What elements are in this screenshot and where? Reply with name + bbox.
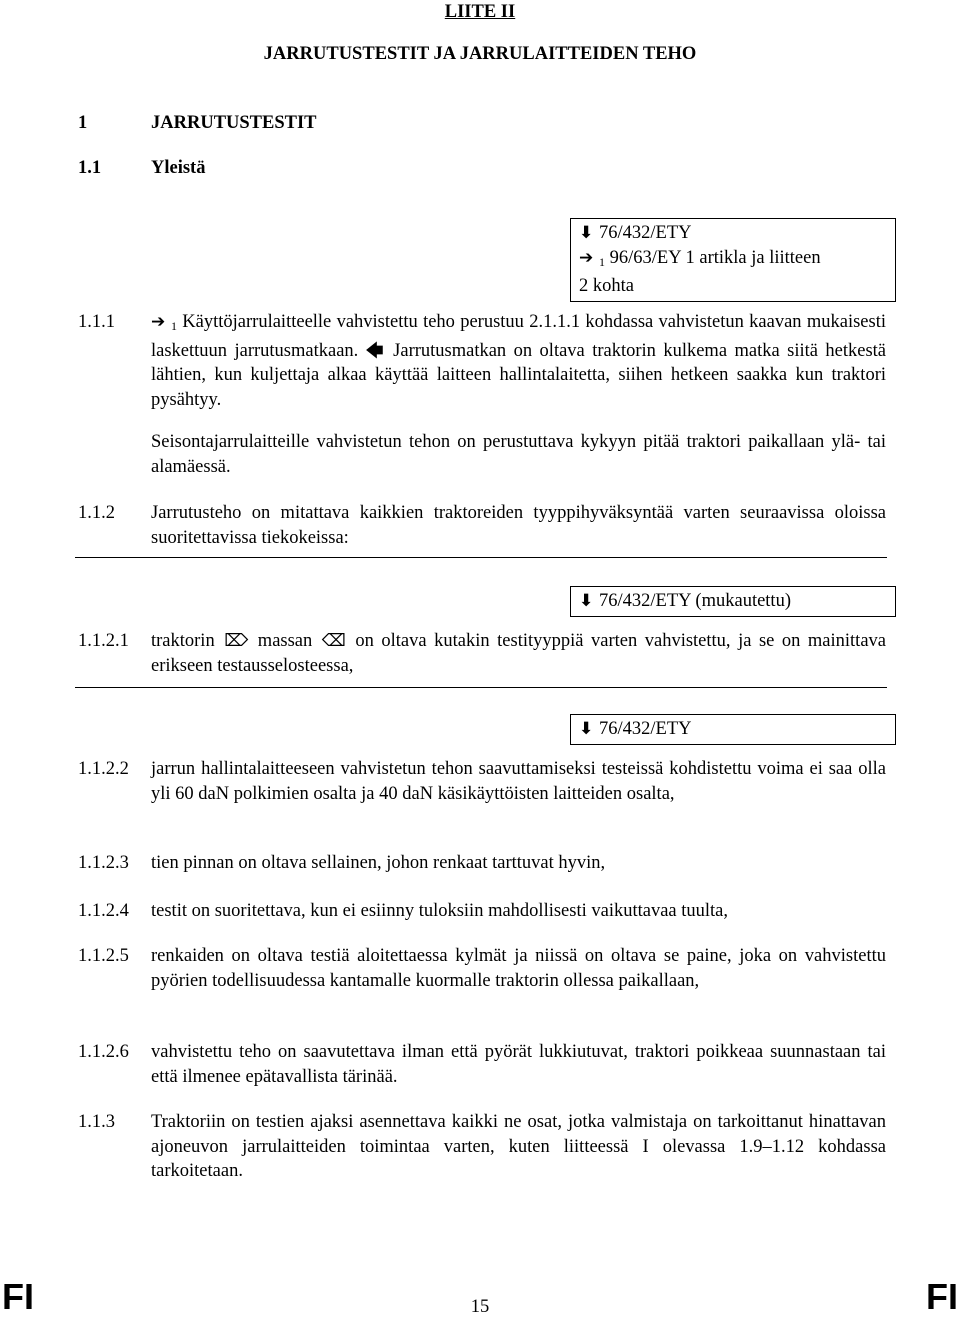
right-arrow-icon: ➔: [151, 312, 166, 332]
divider: [75, 687, 887, 688]
subsection-title: Yleistä: [151, 158, 206, 178]
paragraph-1-1-3: Traktoriin on testien ajaksi asennettava kaikki ne osat, jotka valmistaja on tarkoittanut hinattavan ajoneuvon jarrulaitteiden toimintaa varten, kuten liitteessä I olevassa 1.9–1.12 kohdassa tarkoitetaan.: [151, 1112, 886, 1181]
paragraph-number: 1.1.2.1: [78, 631, 129, 651]
paragraph-1-1-1: [151, 310, 886, 412]
amendment-reference-box: [570, 218, 896, 302]
main-title: JARRUTUSTESTIT JA JARRULAITTEIDEN TEHO: [263, 44, 697, 64]
annex-title: LIITE II: [444, 2, 516, 22]
paragraph-number: 1.1.1: [78, 312, 115, 332]
paragraph-1-1-2: Jarrutusteho on mitattava kaikkien traktoreiden tyyppihyväksyntää varten seuraavissa oloissa suoritettavissa tiekokeissa:: [151, 503, 886, 548]
delete-left-icon: ⌫: [321, 631, 346, 651]
paragraph-1-1-2-5: renkaiden on oltava testiä aloitettaessa kylmät ja niissä on oltava se paine, joka on vahvistettu pyörien todellisuudessa kantamalle kuormalle traktorin ollessa paikallaan,: [151, 946, 886, 991]
down-arrow-icon: ⬇: [579, 591, 594, 611]
amendment-index: 1: [171, 319, 177, 333]
paragraph-number: 1.1.2.5: [78, 946, 129, 966]
paragraph-parking-brake: Seisontajarrulaitteille vahvistetun tehon on perustuttava kykyyn pitää traktori paikallaan ylä- tai alamäessä.: [151, 432, 886, 477]
page-number: 15: [470, 1297, 490, 1317]
amendment-reference-box: [570, 586, 896, 617]
delete-right-icon: ⌦: [224, 631, 249, 651]
paragraph-number: 1.1.3: [78, 1112, 115, 1132]
paragraph-number: 1.1.2: [78, 503, 115, 523]
paragraph-1-1-2-6: vahvistettu teho on saavutettava ilman että pyörät lukkiutuvat, traktori poikkeaa suunnastaan tai että ilmenee epätavallista tärinää.: [151, 1042, 886, 1087]
paragraph-text: Jarrutusmatkan on oltava traktorin kulkema matka siitä hetkestä lähtien, kun kuljettaja alkaa käyttää laitteen hallintalaitetta, siihen hetkeen saakka kun traktori pysähtyy.: [151, 340, 886, 410]
language-code-left: FI: [2, 1276, 34, 1317]
language-code-right: FI: [926, 1276, 958, 1317]
paragraph-1-1-2-3: tien pinnan on oltava sellainen, johon renkaat tarttuvat hyvin,: [151, 853, 606, 873]
paragraph-number: 1.1.2.4: [78, 901, 129, 921]
reference-text: 76/432/ETY: [599, 719, 692, 739]
reference-text: 96/63/EY 1 artikla ja liitteen: [605, 247, 821, 268]
left-arrow-icon: 🡄: [365, 340, 384, 361]
subsection-number: 1.1: [78, 158, 102, 178]
divider: [75, 557, 887, 558]
paragraph-number: 1.1.2.3: [78, 853, 129, 873]
paragraph-text: Käyttöjarrulaitteelle vahvistettu teho perustuu 2.1.1.1 kohdassa vahvistetun kaavan mukaisesti laskettuun jarrutusmatkaan.: [151, 312, 886, 361]
section-title: JARRUTUSTESTIT: [151, 113, 317, 133]
paragraph-text: on oltava kutakin testityyppiä varten vahvistettu, ja se on mainittava erikseen testausselosteessa,: [151, 631, 886, 676]
down-arrow-icon: ⬇: [579, 719, 594, 739]
paragraph-1-1-2-1: [151, 629, 886, 678]
amendment-index: 1: [599, 254, 605, 269]
reference-text: 76/432/ETY: [599, 223, 692, 243]
down-arrow-icon: ⬇: [579, 223, 594, 243]
reference-text: 2 kohta: [579, 276, 634, 296]
paragraph-1-1-2-4: testit on suoritettava, kun ei esiinny tuloksiin mahdollisesti vaikuttavaa tuulta,: [151, 901, 729, 921]
section-number: 1: [78, 113, 88, 133]
paragraph-number: 1.1.2.2: [78, 759, 129, 779]
paragraph-1-1-2-2: jarrun hallintalaitteeseen vahvistetun tehon saavuttamiseksi testeissä kohdistettu voima ei saa olla yli 60 daN polkimien osalta ja 40 daN käsikäyttöisten laitteiden osalta,: [151, 759, 886, 804]
reference-text: 76/432/ETY (mukautettu): [599, 591, 791, 611]
paragraph-number: 1.1.2.6: [78, 1042, 129, 1062]
amendment-reference-box: [570, 714, 896, 745]
paragraph-text: traktorin: [151, 631, 223, 651]
paragraph-text: massan: [250, 631, 320, 651]
right-arrow-icon: ➔: [579, 247, 594, 268]
